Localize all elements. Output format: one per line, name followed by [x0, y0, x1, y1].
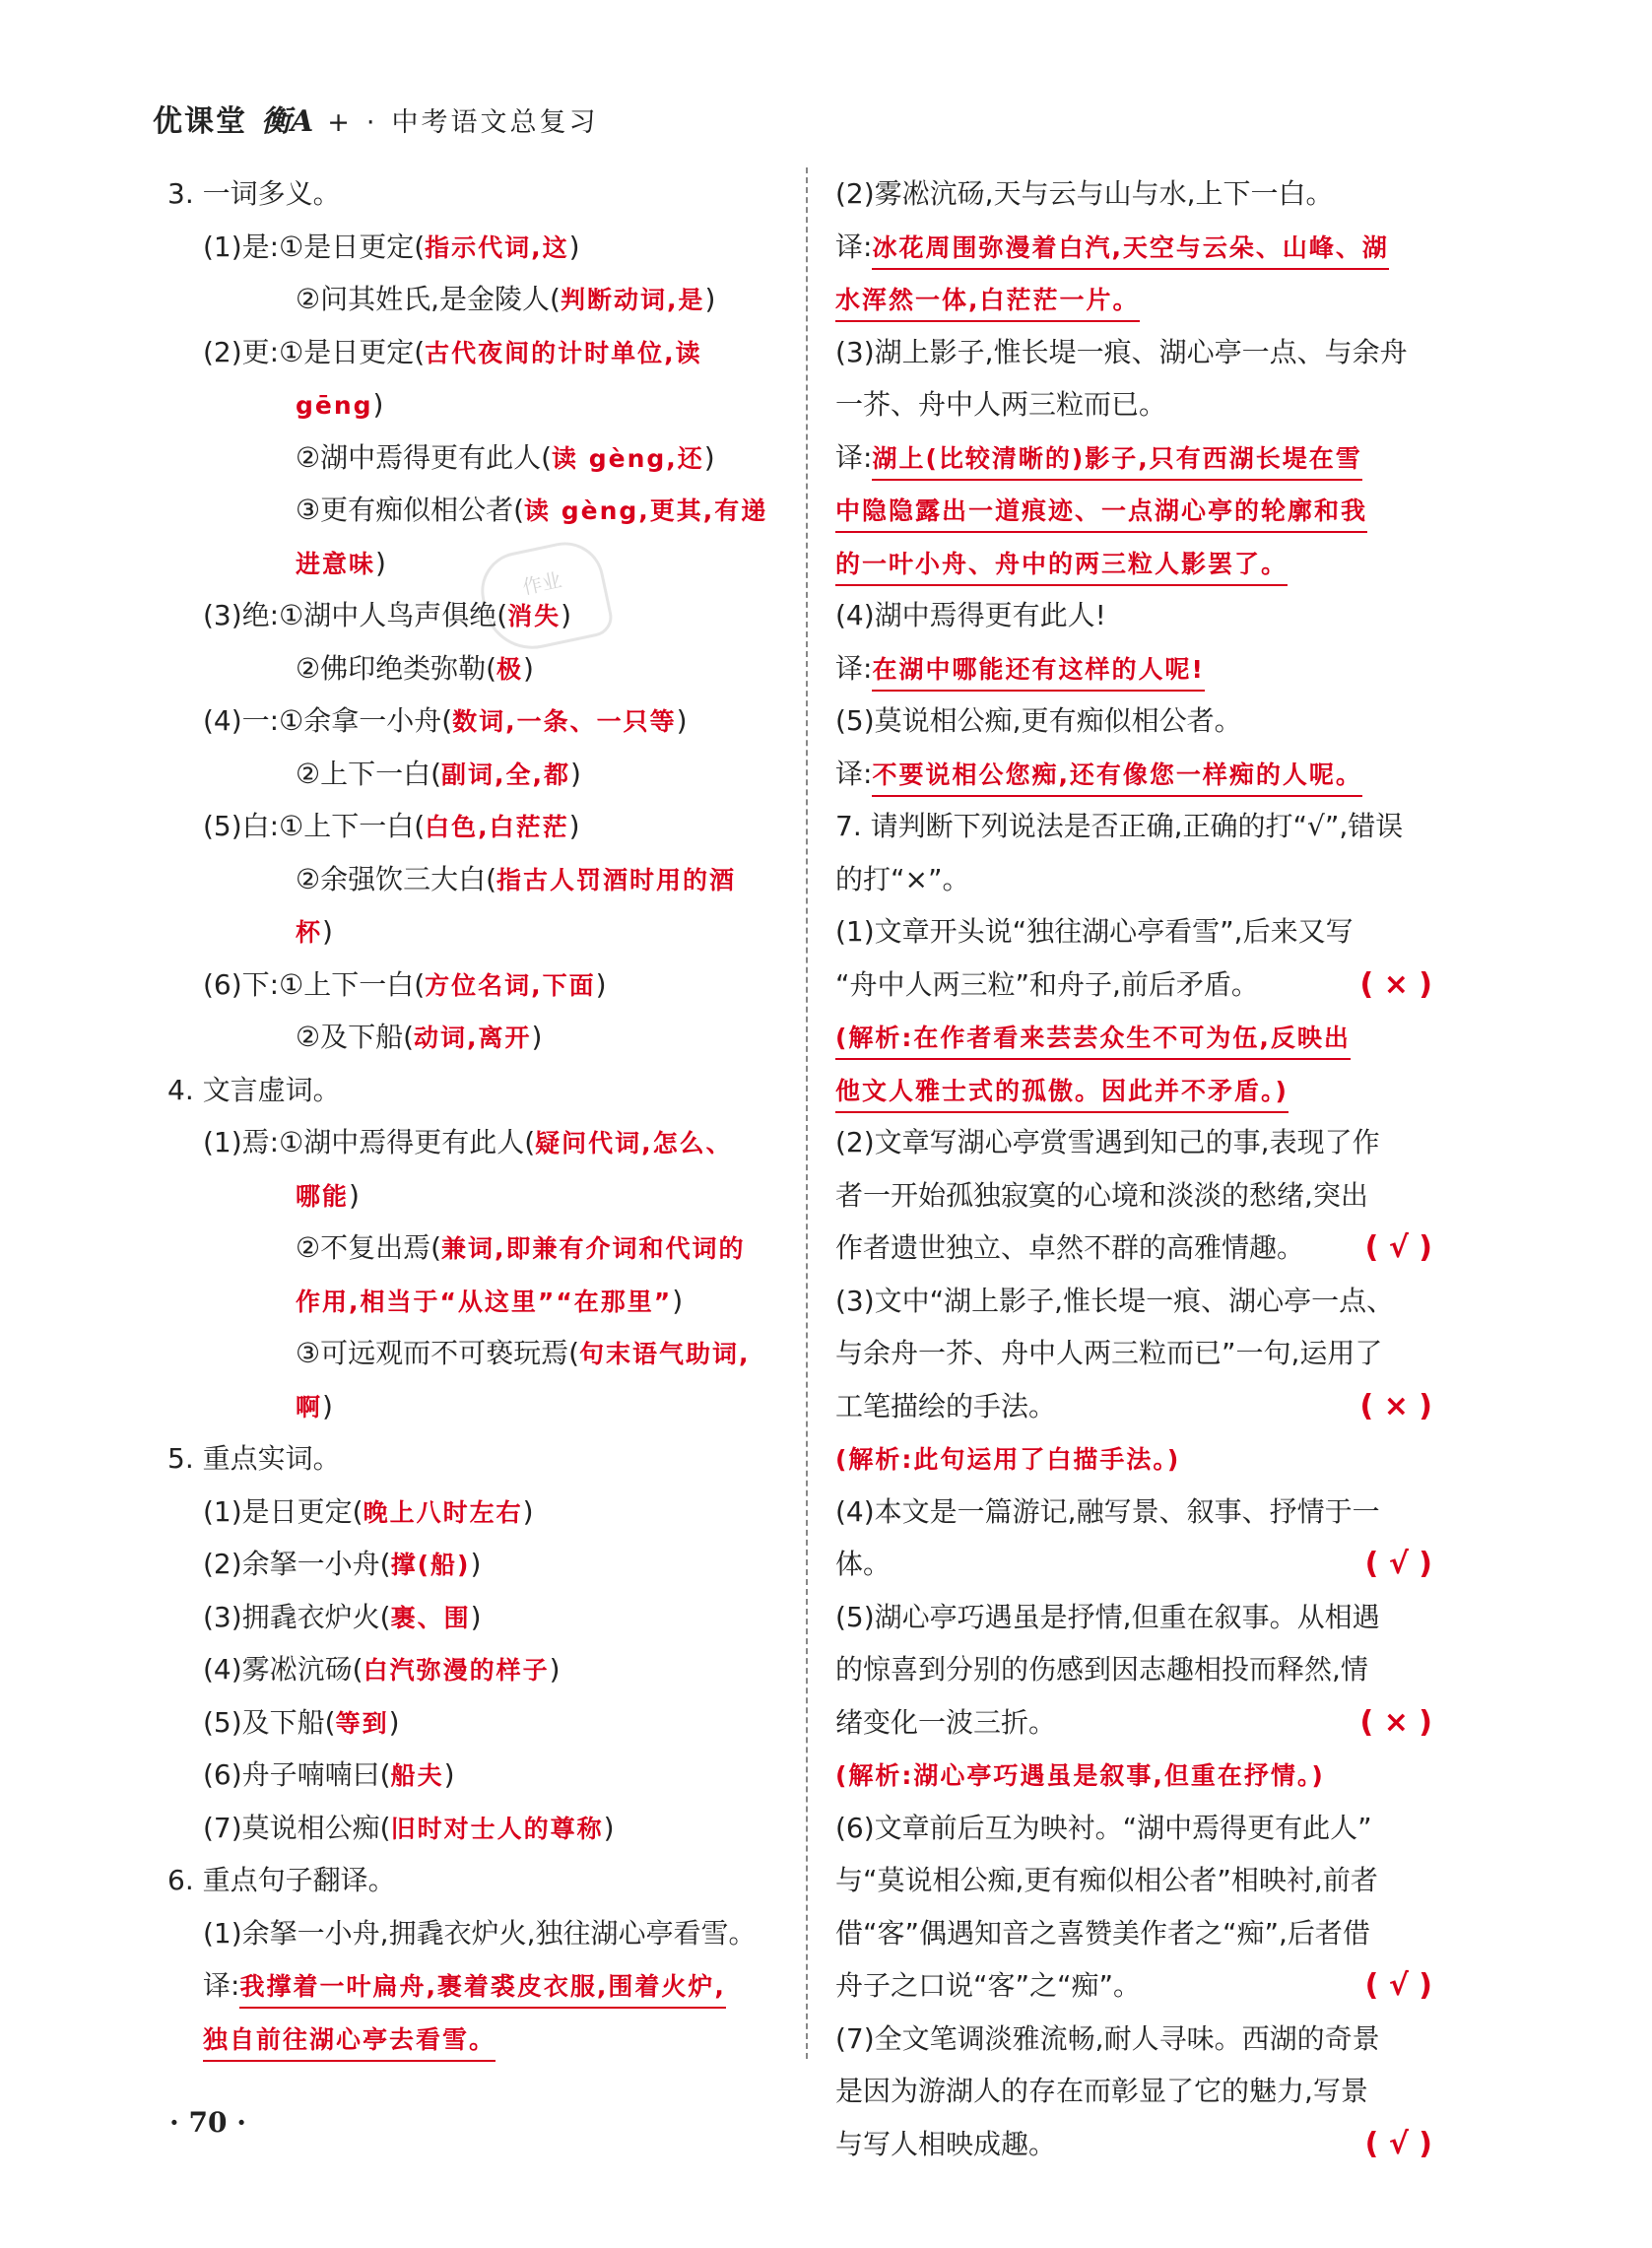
right-line	[835, 1591, 1438, 1644]
line-text: (6)下:①上下一白(	[203, 967, 426, 1001]
line-text: (1)余拏一小舟,拥毳衣炉火,独往湖心亭看雪。	[203, 1916, 757, 1950]
header-dot: ·	[365, 107, 378, 138]
right-line	[835, 959, 1438, 1012]
line-text: ③可远观而不可亵玩焉(	[296, 1337, 580, 1369]
line-text: (1)是日更定(	[203, 1494, 363, 1528]
right-line	[835, 694, 1438, 748]
left-line	[167, 959, 798, 1012]
line-text: (7)莫说相公痴(	[203, 1811, 391, 1844]
left-line	[167, 905, 798, 959]
left-line	[167, 589, 798, 642]
left-line	[167, 1275, 798, 1328]
left-line	[167, 1432, 798, 1486]
page-header	[153, 97, 599, 146]
left-line	[167, 1802, 798, 1855]
left-line	[167, 431, 798, 485]
right-line	[835, 1380, 1438, 1433]
line-text: 的打“×”。	[835, 862, 970, 895]
closing-paren: )	[561, 599, 572, 631]
answer-text: (解析:此句运用了白描手法。)	[835, 1445, 1181, 1474]
line-text: (3)文中“湖上影子,惟长堤一痕、湖心亭一点、	[835, 1284, 1395, 1317]
line-text: ②上下一白(	[296, 757, 442, 790]
line-text: 译:	[203, 1969, 240, 2002]
stamp-text: 作业	[520, 567, 564, 600]
answer-text: 方位名词,下面	[425, 970, 596, 1000]
judgement-mark: ( × )	[1359, 1388, 1432, 1423]
line-text: 6. 重点句子翻译。	[167, 1864, 396, 1896]
right-line	[835, 1327, 1438, 1380]
answer-text: 水浑然一体,白茫茫一片。	[835, 281, 1140, 322]
answer-text: (解析:湖心亭巧遇虽是叙事,但重在抒情。)	[835, 1761, 1325, 1790]
right-line	[835, 589, 1438, 642]
right-line	[835, 1011, 1438, 1064]
line-text: (1)是:①是日更定(	[203, 230, 426, 263]
judgement-mark: ( √ )	[1364, 1547, 1432, 1581]
left-line	[167, 1907, 798, 1960]
closing-paren: )	[375, 546, 386, 579]
answer-text: 判断动词,是	[560, 286, 705, 314]
line-text: 译:	[835, 651, 873, 685]
right-line	[835, 2013, 1438, 2066]
answer-text: 读 gèng,还	[552, 443, 704, 473]
answer-text: 疑问代词,怎么、	[535, 1129, 733, 1157]
right-line	[835, 800, 1438, 853]
left-line	[167, 537, 798, 590]
right-line	[835, 431, 1438, 485]
left-line	[167, 273, 798, 326]
line-text: 7. 请判断下列说法是否正确,正确的打“√”,错误	[835, 810, 1404, 842]
line-text: “舟中人两三粒”和舟子,前后矛盾。	[835, 967, 1259, 1001]
closing-paren: )	[470, 1548, 482, 1580]
right-line	[835, 1854, 1438, 1907]
line-text: (7)全文笔调淡雅流畅,耐人寻味。西湖的奇景	[835, 2021, 1380, 2055]
answer-text: 旧时对士人的尊称	[390, 1814, 604, 1843]
right-line	[835, 1486, 1438, 1539]
right-line	[835, 1064, 1438, 1117]
answer-text: 在湖中哪能还有这样的人呢!	[872, 650, 1204, 692]
line-text: 借“客”偶遇知音之喜赞美作者之“痴”,后者借	[835, 1916, 1370, 1950]
right-line	[835, 1643, 1438, 1696]
right-column	[835, 167, 1438, 2170]
line-text: ②及下船(	[296, 1021, 415, 1053]
line-text: (2)文章写湖心亭赏雪遇到知己的事,表现了作	[835, 1126, 1380, 1158]
brand-name: 优课堂	[153, 104, 247, 139]
right-line	[835, 484, 1438, 537]
answer-text: 兼词,即兼有介词和代词的	[441, 1234, 746, 1263]
answer-text: 动词,离开	[414, 1024, 532, 1052]
line-text: (3)湖上影子,惟长堤一痕、湖心亭一点、与余舟	[835, 335, 1408, 368]
left-line	[167, 1696, 798, 1750]
line-text: 5. 重点实词。	[167, 1442, 341, 1475]
answer-text: 杯	[296, 918, 323, 947]
left-line	[167, 853, 798, 906]
line-text: 作者遗世独立、卓然不群的高雅情趣。	[835, 1231, 1305, 1264]
line-text: (1)焉:①湖中焉得更有此人(	[203, 1126, 536, 1158]
closing-paren: )	[322, 915, 333, 948]
left-line	[167, 1749, 798, 1802]
right-line	[835, 2065, 1438, 2118]
closing-paren: )	[568, 230, 580, 263]
closing-paren: )	[531, 1021, 543, 1053]
line-text: (2)雾凇沆砀,天与云与山与水,上下一白。	[835, 177, 1334, 210]
answer-text: 指示代词,这	[425, 232, 569, 262]
left-line	[167, 1486, 798, 1539]
right-line	[835, 1538, 1438, 1591]
closing-paren: )	[372, 388, 384, 421]
left-line	[167, 1591, 798, 1644]
answer-text: gēng	[296, 391, 373, 420]
page-number: · 70 ·	[169, 2106, 246, 2139]
line-text: 的惊喜到分别的伤感到因志趣相投而释然,情	[835, 1653, 1368, 1686]
closing-paren: )	[522, 1494, 534, 1528]
closing-paren: )	[568, 810, 580, 842]
closing-paren: )	[703, 440, 715, 474]
line-text: ③更有痴似相公者(	[296, 494, 525, 526]
left-line	[167, 1538, 798, 1591]
right-line	[835, 853, 1438, 906]
closing-paren: )	[443, 1758, 455, 1791]
brand-logo: 衡A	[261, 104, 314, 139]
line-text: 舟子之口说“客”之“痴”。	[835, 1969, 1142, 2002]
answer-text: 裹、围	[390, 1603, 471, 1632]
closing-paren: )	[570, 757, 581, 790]
right-line	[835, 2118, 1438, 2171]
line-text: 绪变化一波三折。	[835, 1705, 1057, 1739]
line-text: ②不复出焉(	[296, 1231, 442, 1264]
answer-text: 的一叶小舟、舟中的两三粒人影罢了。	[835, 545, 1288, 586]
answer-text: 湖上(比较清晰的)影子,只有西湖长堤在雪	[872, 439, 1361, 481]
right-line	[835, 1169, 1438, 1223]
line-text: (4)湖中焉得更有此人!	[835, 599, 1106, 631]
line-text: (5)白:①上下一白(	[203, 810, 426, 842]
left-line	[167, 1959, 798, 2013]
line-text: (6)舟子喃喃曰(	[203, 1758, 391, 1791]
closing-paren: )	[388, 1705, 400, 1739]
answer-text: 撑(船)	[390, 1551, 471, 1579]
right-line	[835, 221, 1438, 274]
left-line	[167, 1169, 798, 1223]
left-line	[167, 694, 798, 748]
line-text: 译:	[835, 440, 873, 474]
right-line	[835, 326, 1438, 379]
left-line	[167, 221, 798, 274]
judgement-mark: ( √ )	[1364, 1230, 1432, 1265]
answer-text: 古代夜间的计时单位,读	[425, 338, 702, 367]
answer-text: 冰花周围弥漫着白汽,天空与云朵、山峰、湖	[872, 229, 1389, 270]
left-line	[167, 378, 798, 431]
right-line	[835, 1749, 1438, 1802]
left-line	[167, 326, 798, 379]
right-line	[835, 1802, 1438, 1855]
answer-text: 不要说相公您痴,还有像您一样痴的人呢。	[872, 756, 1362, 797]
left-column	[167, 167, 798, 2065]
column-divider	[806, 167, 808, 2059]
closing-paren: )	[470, 1600, 482, 1633]
right-line	[835, 748, 1438, 801]
line-text: 3. 一词多义。	[167, 177, 341, 210]
answer-text: 中隐隐露出一道痕迹、一点湖心亭的轮廓和我	[835, 492, 1367, 533]
line-text: (1)文章开头说“独往湖心亭看雪”,后来又写	[835, 915, 1354, 948]
right-line	[835, 1959, 1438, 2013]
line-text: ②佛印绝类弥勒(	[296, 651, 497, 685]
line-text: (5)及下船(	[203, 1705, 336, 1739]
line-text: 是因为游湖人的存在而彰显了它的魅力,写景	[835, 2075, 1368, 2107]
right-line	[835, 1116, 1438, 1169]
line-text: 体。	[835, 1548, 892, 1580]
closing-paren: )	[595, 967, 607, 1001]
answer-text: 我撑着一叶扁舟,裹着裘皮衣服,围着火炉,	[239, 1967, 726, 2009]
line-text: (3)拥毳衣炉火(	[203, 1600, 391, 1633]
left-line	[167, 167, 798, 221]
answer-text: 句末语气助词,	[579, 1340, 751, 1368]
left-line	[167, 642, 798, 695]
line-text: 与“莫说相公痴,更有痴似相公者”相映衬,前者	[835, 1864, 1378, 1896]
right-line	[835, 1696, 1438, 1750]
line-text: (5)湖心亭巧遇虽是抒情,但重在叙事。从相遇	[835, 1600, 1380, 1633]
answer-text: 白色,白茫茫	[425, 813, 569, 841]
judgement-mark: ( √ )	[1364, 2126, 1432, 2161]
answer-text: 独自前往湖心亭去看雪。	[203, 2020, 496, 2062]
judgement-mark: ( √ )	[1364, 1968, 1432, 2003]
closing-paren: )	[672, 1284, 684, 1317]
answer-text: 极	[496, 654, 524, 684]
line-text: (3)绝:①湖中人鸟声俱绝(	[203, 599, 508, 631]
header-subtitle: 中考语文总复习	[391, 107, 599, 138]
right-line	[835, 537, 1438, 590]
line-text: (4)雾凇沆砀(	[203, 1653, 363, 1686]
left-line	[167, 1222, 798, 1275]
left-line	[167, 1643, 798, 1696]
right-line	[835, 378, 1438, 431]
answer-text: 他文人雅士式的孤傲。因此并不矛盾。)	[835, 1072, 1289, 1113]
line-text: 与余舟一芥、舟中人两三粒而已”一句,运用了	[835, 1337, 1383, 1369]
left-line	[167, 1116, 798, 1169]
answer-text: 作用,相当于“从这里”“在那里”	[296, 1287, 673, 1316]
line-text: ②余强饮三大白(	[296, 862, 497, 895]
answer-text: 读 gèng,更其,有递	[524, 496, 768, 525]
left-line	[167, 1327, 798, 1380]
line-text: (6)文章前后互为映衬。“湖中焉得更有此人”	[835, 1811, 1372, 1844]
closing-paren: )	[322, 1389, 333, 1422]
right-line	[835, 273, 1438, 326]
right-line	[835, 642, 1438, 695]
left-line	[167, 1011, 798, 1064]
answer-text: 白汽弥漫的样子	[363, 1656, 550, 1685]
closing-paren: )	[603, 1811, 615, 1844]
left-line	[167, 1064, 798, 1117]
line-text: (2)余拏一小舟(	[203, 1548, 391, 1580]
right-line	[835, 1222, 1438, 1275]
answer-text: (解析:在作者看来芸芸众生不可为伍,反映出	[835, 1019, 1351, 1060]
right-line	[835, 1275, 1438, 1328]
answer-text: 副词,全,都	[441, 760, 571, 789]
line-text: (2)更:①是日更定(	[203, 335, 426, 368]
answer-text: 船夫	[390, 1761, 444, 1790]
line-text: 与写人相映成趣。	[835, 2127, 1057, 2160]
judgement-mark: ( × )	[1359, 1704, 1432, 1740]
closing-paren: )	[704, 283, 716, 315]
left-line	[167, 748, 798, 801]
right-line	[835, 167, 1438, 221]
closing-paren: )	[676, 704, 688, 737]
right-line	[835, 1432, 1438, 1486]
answer-text: 晚上八时左右	[363, 1497, 523, 1527]
right-line	[835, 1907, 1438, 1960]
answer-text: 指古人罚酒时用的酒	[496, 865, 737, 894]
line-text: 工笔描绘的手法。	[835, 1389, 1057, 1422]
line-text: ②湖中焉得更有此人(	[296, 440, 553, 474]
line-text: 译:	[835, 230, 873, 263]
line-text: 者一开始孤独寂寞的心境和淡淡的愁绪,突出	[835, 1178, 1368, 1212]
line-text: ②问其姓氏,是金陵人(	[296, 283, 561, 315]
answer-text: 等到	[335, 1708, 389, 1738]
line-text: (4)本文是一篇游记,融写景、叙事、抒情于一	[835, 1494, 1380, 1528]
closing-paren: )	[523, 651, 534, 685]
closing-paren: )	[349, 1178, 360, 1212]
left-line	[167, 1854, 798, 1907]
left-line	[167, 1380, 798, 1433]
closing-paren: )	[549, 1653, 561, 1686]
answer-text: 消失	[507, 602, 562, 630]
right-line	[835, 905, 1438, 959]
line-text: 译:	[835, 757, 873, 790]
left-line	[167, 800, 798, 853]
judgement-mark: ( × )	[1359, 966, 1432, 1002]
line-text: 4. 文言虚词。	[167, 1073, 341, 1106]
answer-text: 啊	[296, 1392, 323, 1422]
line-text: 一芥、舟中人两三粒而已。	[835, 388, 1167, 421]
line-text: (4)一:①余拿一小舟(	[203, 704, 453, 737]
line-text: (5)莫说相公痴,更有痴似相公者。	[835, 704, 1242, 737]
answer-text: 进意味	[296, 549, 376, 578]
left-line	[167, 2013, 798, 2066]
answer-text: 数词,一条、一只等	[452, 707, 677, 736]
brand-plus: +	[327, 107, 353, 138]
answer-text: 哪能	[296, 1181, 350, 1211]
left-line	[167, 484, 798, 537]
